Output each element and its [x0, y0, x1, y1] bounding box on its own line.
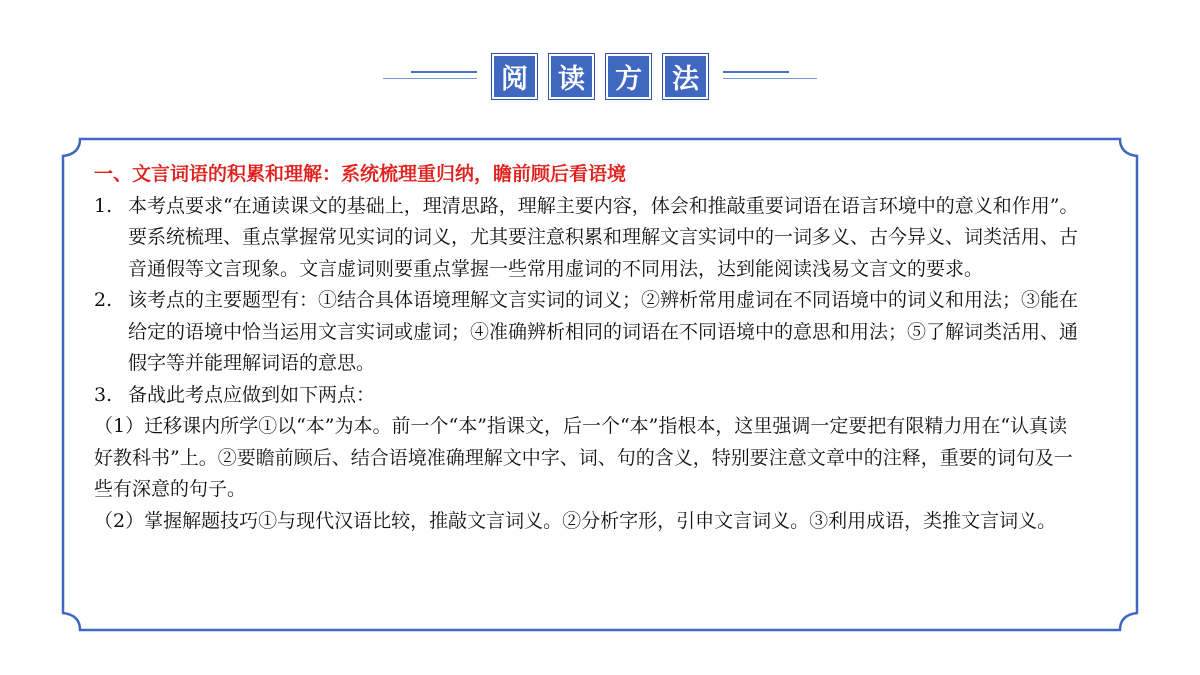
title-char: 读 — [548, 53, 595, 100]
main-content — [94, 159, 1084, 537]
item-number: 3. — [94, 383, 113, 406]
sub-paragraph: （2）掌握解题技巧①与现代汉语比较，推敲文言词义。②分析字形，引申文言词义。③利用成语，类推文言词义。 — [94, 509, 1057, 532]
title-char: 方 — [605, 53, 652, 100]
item-text: 该考点的主要题型有：①结合具体语境理解文言实词的词义；②辨析常用虚词在不同语境中的词义和用法；③能在给定的语境中恰当运用文言实词或虚词；④准确辨析相同的词语在不同语境中的意思和用法；⑤了解词类活用、通假字等并能理解词语的意思。 — [128, 289, 1079, 374]
title-char: 法 — [662, 53, 709, 100]
right-deco-line-thin — [723, 78, 817, 79]
list-item — [94, 285, 1084, 380]
left-deco-line — [411, 71, 477, 73]
item-text: 本考点要求“在通读课文的基础上，理清思路，理解主要内容，体会和推敲重要词语在语言环境中的意义和作用”。要系统梳理、重点掌握常见实词的词义，尤其要注意积累和理解文言实词中的一词多义、古今异义、词类活用、古音通假等文言现象。文言虚词则要重点掌握一些常用虚词的不同用法，达到能阅读浅易文言文的要求。 — [128, 194, 1079, 280]
item-number: 1. — [94, 194, 113, 217]
item-number: 2. — [94, 289, 113, 311]
list-item — [94, 191, 1084, 286]
section-heading: 一、文言词语的积累和理解：系统梳理重归纳，瞻前顾后看语境 — [94, 163, 627, 185]
page-title — [491, 53, 709, 100]
left-deco-line-thin — [383, 78, 477, 79]
item-text: 备战此考点应做到如下两点： — [128, 383, 376, 406]
sub-paragraph: （1）迁移课内所学①以“本”为本。前一个“本”指课文，后一个“本”指根本，这里强调一定要把有限精力用在“认真读好教科书”上。②要瞻前顾后、结合语境准确理解文中字、词、句的含义，特别要注意文章中的注释，重要的词句及一些有深意的句子。 — [94, 415, 1073, 500]
right-deco-line — [723, 71, 789, 73]
list-item — [94, 380, 1084, 412]
title-banner — [0, 53, 1200, 99]
title-char: 阅 — [491, 53, 538, 100]
